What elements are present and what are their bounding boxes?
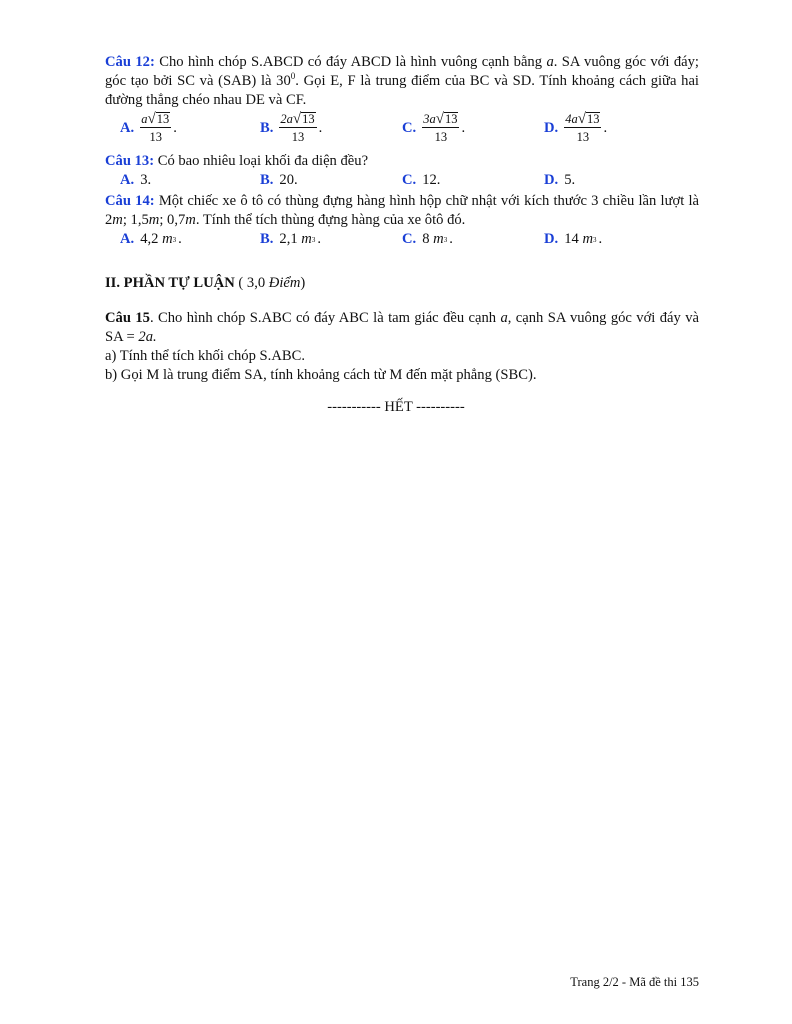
option-a[interactable]: A. a √ 13 13 .	[120, 111, 177, 144]
question-12-text: Câu 12: Cho hình chóp S.ABCD có đáy ABCD là hình vuông cạnh bằng a. SA vuông góc với đáy; góc tạo bởi SC và (SAB) là $30^0$. Gọi E, F là trung điểm của BC và SD. Tính khoảng cách giữa hai đường thẳng chéo nhau DE và CF.	[105, 54, 699, 108]
question-13-options	[105, 171, 699, 190]
question-12-label: Câu 12:	[105, 54, 155, 70]
fraction: 2a √ 13 13	[280, 111, 315, 144]
fraction: 3a √ 13 13	[423, 111, 458, 144]
question-15-part-a: a) Tính thể tích khối chóp S.ABC.	[105, 348, 305, 364]
option-d[interactable]: D. 14 m 3 .	[544, 231, 603, 247]
option-c[interactable]: C. 8 m 3 .	[402, 231, 453, 247]
option-c[interactable]: C. 12.	[402, 172, 441, 188]
question-15-part-b: b) Gọi M là trung điểm SA, tính khoảng cách từ M đến mặt phẳng (SBC).	[105, 367, 537, 383]
question-13-label: Câu 13:	[105, 153, 155, 169]
fraction: a √ 13 13	[141, 111, 170, 144]
fraction: 4a √ 13 13	[565, 111, 600, 144]
option-d[interactable]: D. 5.	[544, 172, 576, 188]
option-b[interactable]: B. 2a √ 13 13 .	[260, 111, 323, 144]
question-14-label: Câu 14:	[105, 193, 155, 209]
option-d[interactable]: D. 4a √ 13 13 .	[544, 111, 608, 144]
option-c[interactable]: C. 3a √ 13 13 .	[402, 111, 466, 144]
option-b[interactable]: B. 20.	[260, 172, 298, 188]
question-12-options	[105, 110, 699, 146]
question-15-text: Câu 15. Cho hình chóp S.ABC có đáy ABC là tam giác đều cạnh a, cạnh SA vuông góc với đáy và SA = 2a.	[105, 310, 699, 345]
question-13-text: Câu 13: Có bao nhiêu loại khối đa diện đều?	[105, 153, 369, 169]
option-b[interactable]: B. 2,1 m 3 .	[260, 231, 321, 247]
option-a[interactable]: A. 4,2 m 3 .	[120, 231, 182, 247]
page-footer: Trang 2/2 - Mã đề thi 135	[570, 975, 699, 989]
option-a[interactable]: A. 3.	[120, 172, 152, 188]
question-14-text: Câu 14: Một chiếc xe ô tô có thùng đựng hàng hình hộp chữ nhật với kích thước 3 chiều lần lượt là 2m; 1,5m; 0,7m. Tính thể tích thùng đựng hàng của xe ôtô đó.	[105, 193, 699, 228]
section-heading: II. PHẦN TỰ LUẬN ( 3,0 Điểm)	[105, 275, 306, 291]
question-14-options	[105, 230, 699, 249]
question-15-label: Câu 15	[105, 310, 150, 326]
end-marker: ----------- HẾT ----------	[327, 399, 465, 415]
